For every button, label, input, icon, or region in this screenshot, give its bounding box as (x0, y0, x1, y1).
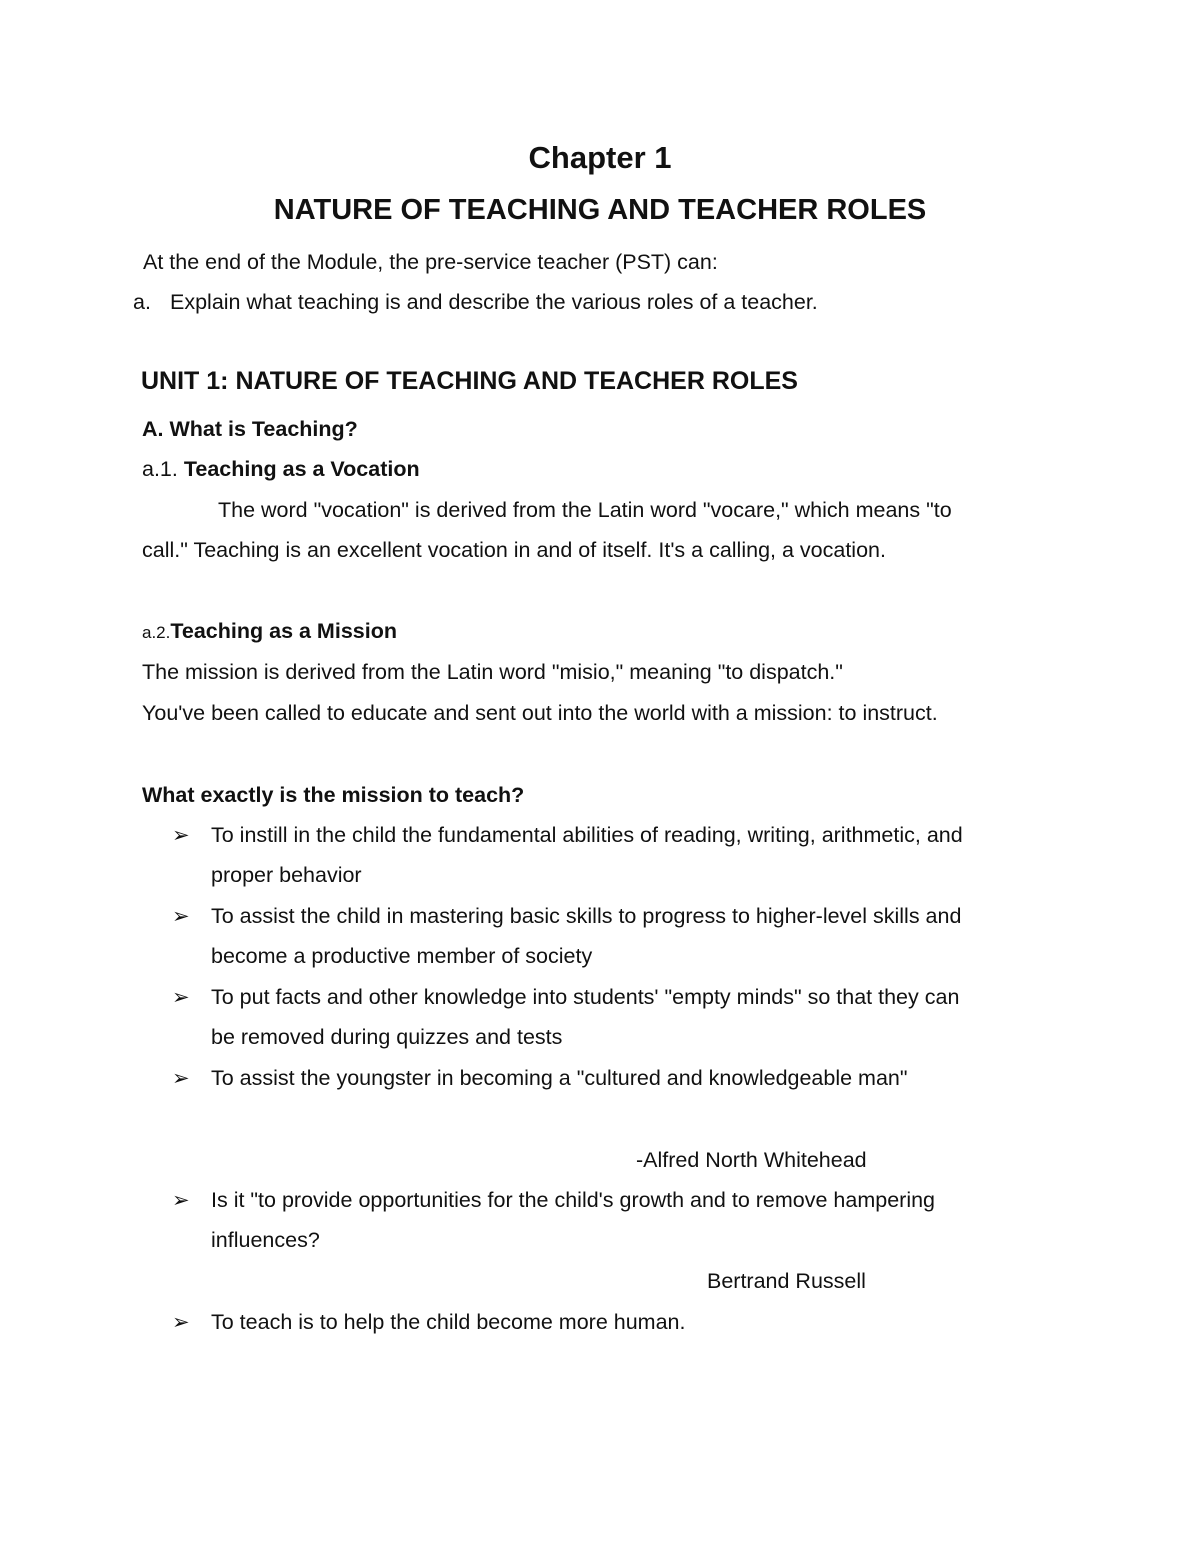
paragraph-line: The word "vocation" is derived from the Latin word "vocare," which means "to (218, 498, 952, 522)
objective-text: Explain what teaching is and describe the various roles of a teacher. (170, 290, 818, 314)
subsection-number: a.2. (142, 623, 171, 642)
subsection-title: Teaching as a Vocation (183, 457, 420, 481)
citation-whitehead: -Alfred North Whitehead (636, 1148, 867, 1172)
bullet-line: Is it "to provide opportunities for the child's growth and to remove hampering (211, 1188, 936, 1212)
bullet-line: To assist the child in mastering basic skills to progress to higher-level skills and (211, 904, 962, 928)
bullet-line: influences? (211, 1228, 320, 1252)
arrow-bullet-icon: ➢ (172, 986, 190, 1009)
bullet-line: To assist the youngster in becoming a "cultured and knowledgeable man" (211, 1066, 908, 1090)
subsection-title: Teaching as a Mission (170, 619, 397, 643)
subsection-heading-a2 (142, 619, 397, 644)
bullet-line: To instill in the child the fundamental abilities of reading, writing, arithmetic, and (211, 823, 963, 847)
paragraph-line: call." Teaching is an excellent vocation in and of itself. It's a calling, a vocation. (142, 538, 886, 562)
objective-letter: a. (133, 290, 151, 314)
section-heading-a: A. What is Teaching? (142, 417, 358, 441)
bullet-line: proper behavior (211, 863, 362, 887)
bullet-line: To teach is to help the child become more human. (211, 1310, 686, 1334)
chapter-heading: Chapter 1 (528, 140, 672, 175)
paragraph-line: You've been called to educate and sent out into the world with a mission: to instruct. (142, 701, 938, 725)
subsection-number: a.1. (142, 457, 178, 481)
arrow-bullet-icon: ➢ (172, 1311, 190, 1334)
bullet-line: be removed during quizzes and tests (211, 1025, 563, 1049)
arrow-bullet-icon: ➢ (172, 1067, 190, 1090)
citation-russell: Bertrand Russell (707, 1269, 866, 1293)
bullet-line: To put facts and other knowledge into students' "empty minds" so that they can (211, 985, 960, 1009)
chapter-title: NATURE OF TEACHING AND TEACHER ROLES (273, 194, 927, 226)
bullet-line: become a productive member of society (211, 944, 593, 968)
unit-heading: UNIT 1: NATURE OF TEACHING AND TEACHER ROLES (141, 367, 798, 395)
arrow-bullet-icon: ➢ (172, 905, 190, 928)
paragraph-line: The mission is derived from the Latin word "misio," meaning "to dispatch." (142, 660, 843, 684)
subsection-heading-a1 (142, 457, 420, 482)
module-intro: At the end of the Module, the pre-service teacher (PST) can: (143, 250, 718, 274)
mission-question: What exactly is the mission to teach? (142, 783, 525, 807)
arrow-bullet-icon: ➢ (172, 1189, 190, 1212)
arrow-bullet-icon: ➢ (172, 824, 190, 847)
